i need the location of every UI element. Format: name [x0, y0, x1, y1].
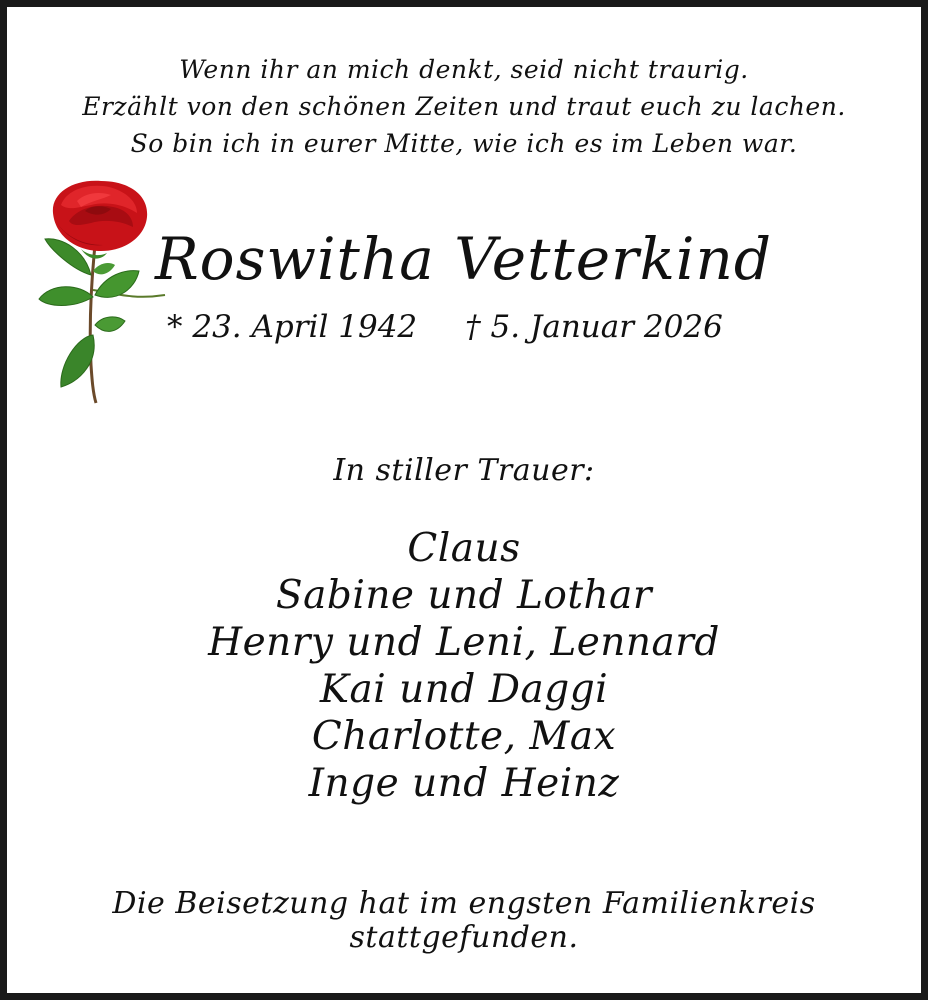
family-line: Claus — [407, 526, 521, 571]
death-date: † 5. Januar 2026 — [465, 309, 723, 345]
burial-notice — [7, 887, 921, 955]
poem-line-2: Erzählt von den schönen Zeiten und traut euch zu lachen. — [82, 92, 846, 121]
poem-line-3: So bin ich in eurer Mitte, wie ich es im Leben war. — [130, 129, 798, 158]
red-rose-icon — [33, 175, 173, 407]
mourning-heading: In stiller Trauer: — [333, 453, 595, 488]
life-dates — [167, 305, 723, 349]
family-line: Kai und Daggi — [319, 667, 609, 712]
family-line: Charlotte, Max — [311, 714, 617, 759]
family-list — [7, 525, 921, 807]
burial-line-1: Die Beisetzung hat im engsten Familienkreis — [112, 886, 816, 921]
family-line: Henry und Leni, Lennard — [208, 620, 720, 665]
poem — [7, 51, 921, 162]
birth-date: * 23. April 1942 — [167, 309, 418, 345]
poem-line-1: Wenn ihr an mich denkt, seid nicht traurig. — [179, 55, 749, 84]
family-line: Sabine und Lothar — [275, 573, 653, 618]
family-line: Inge und Heinz — [308, 761, 620, 806]
deceased-name: Roswitha Vetterkind — [155, 225, 772, 293]
burial-line-2: stattgefunden. — [349, 920, 579, 955]
